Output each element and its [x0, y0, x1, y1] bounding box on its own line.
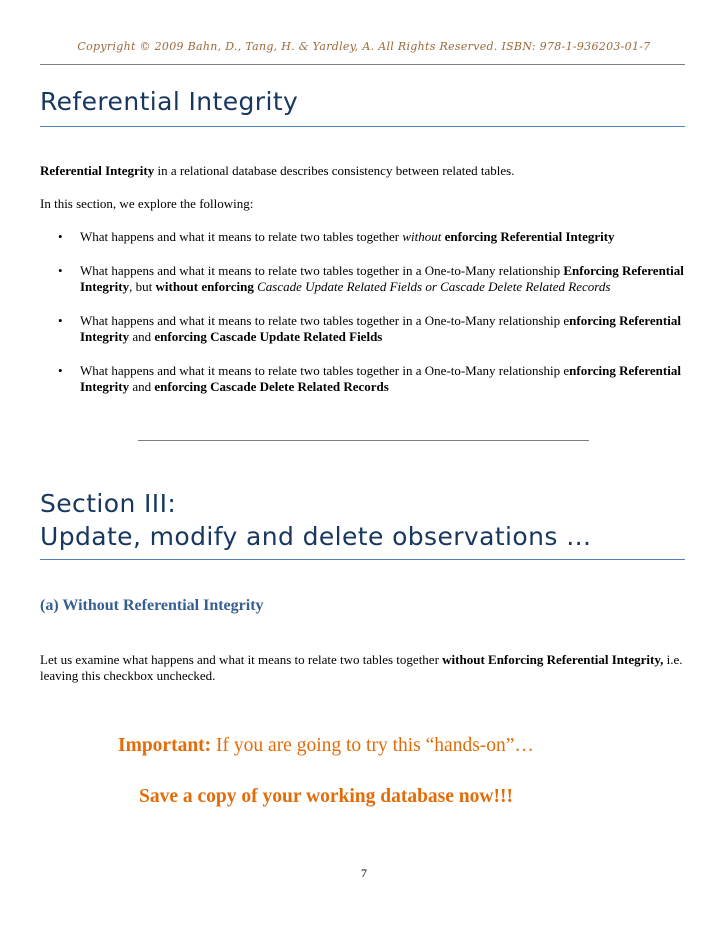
section-title-underline — [40, 559, 685, 560]
section-title-line2: Update, modify and delete observations … — [40, 522, 592, 551]
list-item-text: What happens and what it means to relate two tables together in a One-to-Many relationship enforcing Referential Integrity and enforcing Cascade Update Related Fields — [80, 313, 681, 344]
intro-text: in a relational database describes consistency between related tables. — [154, 163, 515, 178]
intro-paragraph — [40, 163, 690, 179]
bullet-dot: • — [58, 263, 63, 278]
list-item-text: What happens and what it means to relate two tables together without enforcing Referential Integrity — [80, 229, 615, 244]
page-number: 7 — [361, 866, 367, 880]
subsection-heading: (a) Without Referential Integrity — [40, 597, 264, 614]
important-callout — [118, 735, 534, 757]
save-warning: Save a copy of your working database now!!! — [139, 786, 513, 807]
section-title-section-iii — [40, 487, 592, 553]
intro-term: Referential Integrity — [40, 163, 155, 178]
running-header: Copyright © 2009 Bahn, D., Tang, H. & Yardley, A. All Rights Reserved. ISBN: 978-1-936203-01-7 — [77, 40, 651, 53]
list-item-text: What happens and what it means to relate two tables together in a One-to-Many relationship Enforcing Referential Integrity, but without enforcing Cascade Update Related Fields or Cascade Delete Related Records — [80, 263, 684, 294]
section-title-line1: Section III: — [40, 489, 177, 518]
bullet-dot: • — [58, 229, 63, 244]
explore-paragraph: In this section, we explore the following: — [40, 196, 254, 211]
important-text: If you are going to try this “hands-on”… — [211, 735, 534, 756]
important-label: Important: — [118, 735, 212, 756]
header-divider — [40, 64, 685, 65]
list-item-text: What happens and what it means to relate two tables together in a One-to-Many relationship enforcing Referential Integrity and enforcing Cascade Delete Related Records — [80, 363, 681, 394]
bullet-dot: • — [58, 363, 63, 378]
section-title-referential-integrity: Referential Integrity — [40, 87, 299, 116]
bullet-dot: • — [58, 313, 63, 328]
section-body-paragraph: Let us examine what happens and what it means to relate two tables together without Enforcing Referential Integrity, i.e. leaving this checkbox unchecked. — [40, 652, 683, 683]
section-title-underline — [40, 126, 685, 127]
section-separator — [138, 440, 589, 441]
